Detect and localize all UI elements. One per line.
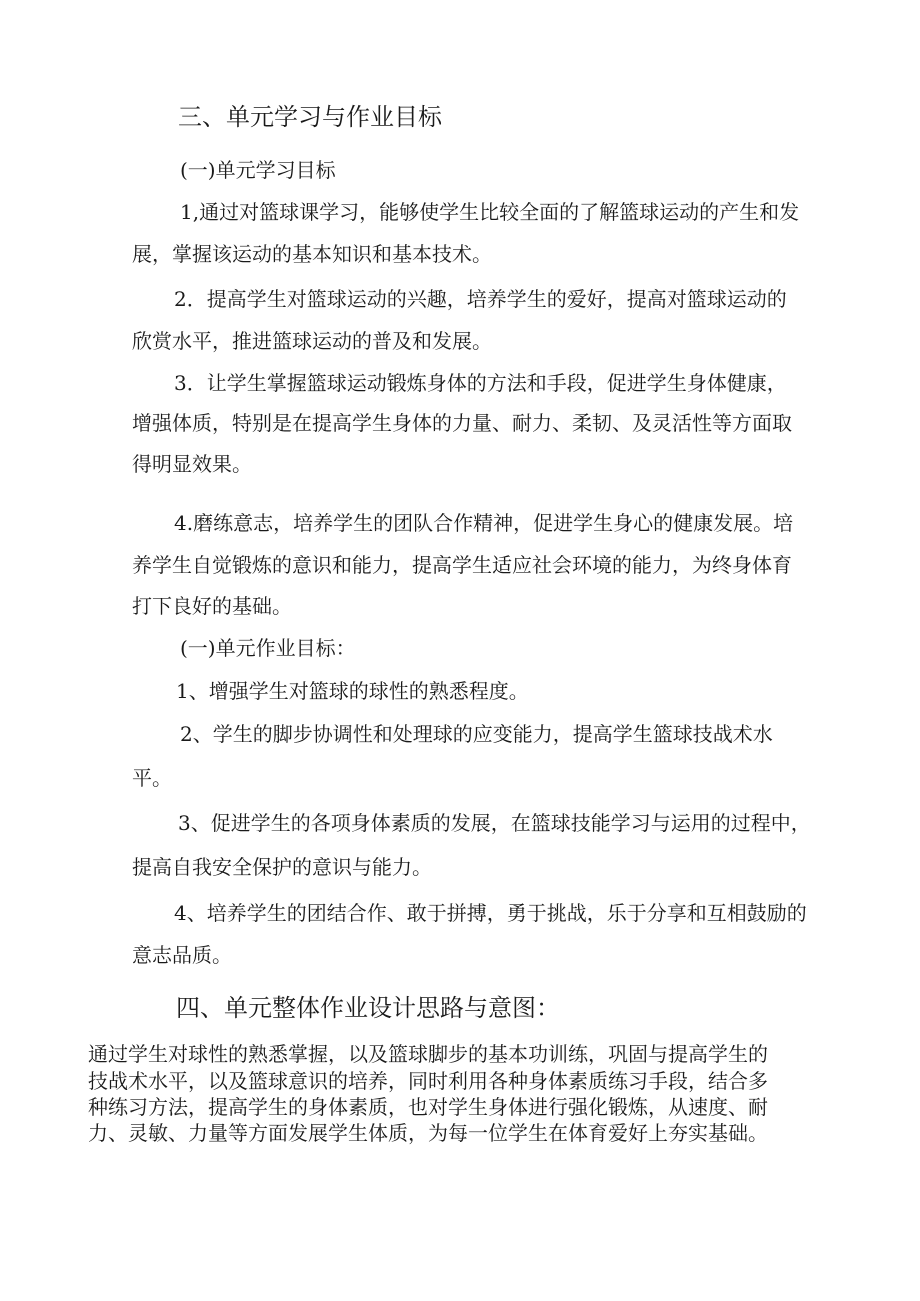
learning-goal-3-line-2: 增强体质，特别是在提高学生身体的力量、耐力、柔韧、及灵活性等方面取 (132, 411, 792, 435)
learning-goal-1-line-1: 1,通过对篮球课学习，能够使学生比较全面的了解篮球运动的产生和发 (180, 200, 800, 224)
learning-goal-3-line-1: 3．让学生掌握篮球运动锻炼身体的方法和手段，促进学生身体健康， (174, 371, 787, 395)
learning-goal-4-line-2: 养学生自觉锻炼的意识和能力，提高学生适应社会环境的能力，为终身体育 (132, 553, 792, 577)
learning-goal-2-line-2: 欣赏水平，推进篮球运动的普及和发展。 (132, 329, 492, 353)
learning-goal-3-line-3: 得明显效果。 (132, 452, 252, 476)
section-4-heading: 四、单元整体作业设计思路与意图： (176, 994, 560, 1022)
learning-goal-1-line-2: 展，掌握该运动的基本知识和基本技术。 (132, 242, 492, 266)
design-paragraph-line-2: 技战术水平，以及篮球意识的培养，同时利用各种身体素质练习手段，结合多 (88, 1069, 768, 1093)
homework-goal-2-line-2: 平。 (132, 766, 172, 790)
design-paragraph-line-3: 种练习方法，提高学生的身体素质，也对学生身体进行强化锻炼，从速度、耐 (88, 1095, 768, 1119)
learning-goal-4-line-3: 打下良好的基础。 (132, 594, 292, 618)
homework-goal-3-line-1: 3、促进学生的各项身体素质的发展，在篮球技能学习与运用的过程中， (178, 811, 811, 835)
learning-goal-4-line-1: 4.磨练意志，培养学生的团队合作精神，促进学生身心的健康发展。培 (174, 511, 794, 535)
design-paragraph-line-1: 通过学生对球性的熟悉掌握，以及篮球脚步的基本功训练，巩固与提高学生的 (88, 1042, 768, 1066)
homework-goal-4-line-1: 4、培养学生的团结合作、敢于拼搏，勇于挑战，乐于分享和互相鼓励的 (174, 901, 807, 925)
section-3-heading: 三、单元学习与作业目标 (178, 103, 442, 131)
learning-goals-subheading: (一)单元学习目标 (180, 158, 336, 182)
design-paragraph-line-4: 力、灵敏、力量等方面发展学生体质，为每一位学生在体育爱好上夯实基础。 (88, 1121, 768, 1145)
homework-goal-4-line-2: 意志品质。 (132, 943, 232, 967)
learning-goal-2-line-1: 2．提高学生对篮球运动的兴趣，培养学生的爱好，提高对篮球运动的 (174, 287, 787, 311)
homework-goals-subheading: (一)单元作业目标： (180, 636, 356, 660)
homework-goal-3-line-2: 提高自我安全保护的意识与能力。 (132, 855, 432, 879)
homework-goal-2-line-1: 2、学生的脚步协调性和处理球的应变能力，提高学生篮球技战术水 (180, 722, 773, 746)
homework-goal-1: 1、增强学生对篮球的球性的熟悉程度。 (176, 679, 529, 703)
